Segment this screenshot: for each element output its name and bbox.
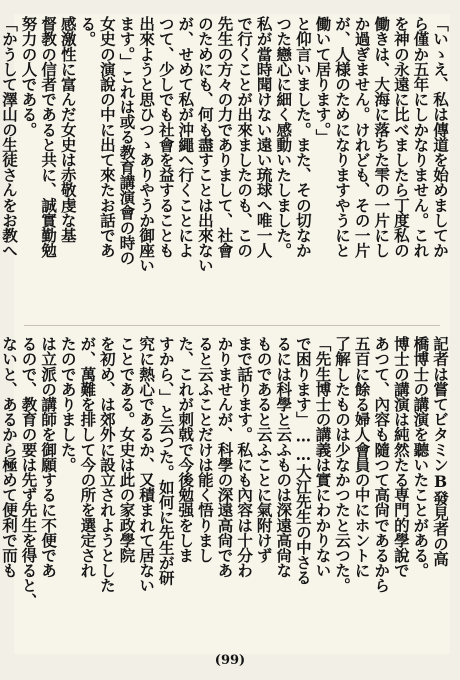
text-line: 「先生博士の講義は實にわかりない	[313, 336, 333, 578]
printed-sheet	[0, 14, 450, 654]
text-line: ると云ふことだけは能く悟りまし	[195, 336, 215, 563]
text-line: ものであると云ふことに氣附けず	[254, 336, 274, 563]
text-line: 出來ようと思ひつゝありやうか御座い	[137, 16, 157, 273]
text-line: 究に熱心であるか、又積まれて居ない	[137, 336, 157, 593]
text-line: 督教の信者であると共に、誠實勤勉	[39, 16, 59, 258]
text-line: と仰言いました。また、その切なか	[293, 16, 313, 258]
text-line: まで話ります。私にも內容は十分わ	[235, 336, 255, 578]
text-line: か過ぎません。けれども、その一片	[352, 16, 372, 258]
text-line: た、これが刺戟で今後勉强をしま	[176, 336, 196, 563]
text-line: たのでありました。	[58, 336, 78, 472]
text-line: つた戀心に細く感動いたしました。	[274, 16, 294, 258]
text-line: ことである。女史は此の家政學院	[117, 336, 137, 563]
bottom-text-column	[0, 336, 450, 648]
text-line: 「かうして澤山の生徒さんをお教へ	[0, 16, 19, 258]
text-line: 「いゝえ、私は傳道を始めましてか	[431, 16, 450, 258]
text-line: が、萬難を排して今の所を選定され	[78, 336, 98, 578]
text-line: のためにも、何も盡すことは出來ない	[195, 16, 215, 273]
text-line: 記者は嘗てビタミンB發見者の高	[431, 336, 450, 567]
text-line: 了解したものは少なかつたと云つた。	[333, 336, 353, 593]
text-line: は立派の講師を御願するに不便であ	[39, 336, 59, 578]
column-divider	[24, 325, 440, 326]
text-line: 橋博士の講演を聽いたことがある。	[411, 336, 431, 578]
text-line: る。	[78, 16, 98, 47]
text-line: 私が當時聞けない遠い琉球へ唯一人	[254, 16, 274, 258]
text-line: あつて、內容も隨つて高尙であるから	[372, 336, 392, 593]
text-line: ます。」これは或る教育講演會の時の	[117, 16, 137, 265]
top-text-column	[0, 16, 450, 318]
text-line: 博士の講演は純然たる専門的學說で	[391, 336, 411, 578]
text-line: るには科學と云ふものは深遠高尙な	[274, 336, 294, 578]
text-line: すから、」と云つた。如何に先生が研	[156, 336, 176, 585]
text-line: ら僅か五年にしかなりません。これ	[411, 16, 431, 258]
text-line: 感激性に富んだ女史は赤敬虔な基	[58, 16, 78, 243]
text-line: るので、教育の要は先ず先生を得ると、	[19, 336, 39, 608]
text-line: つて、少しでも社會を益することも	[156, 16, 176, 258]
text-line: が、人様のためになりますやうにと	[333, 16, 353, 258]
text-line: で困ります」……大江先生の中さる	[293, 336, 313, 585]
text-line: 五百に餘る婦人會員の中にホントに	[352, 336, 372, 578]
text-line: で行くことが出來ましたのも、この	[235, 16, 255, 258]
text-line: が、せめて私が沖繩へ行くことによ	[176, 16, 196, 258]
text-line: を初め、は郊外に設立されようとした	[97, 336, 117, 593]
text-line: ないと、あるから極めて便利で而も	[0, 336, 19, 578]
text-line: 働いて居ります。」	[313, 16, 333, 145]
page-number: (99)	[214, 653, 246, 668]
text-line: 努力の人である。	[19, 16, 39, 137]
text-line: を神の永遠に比べましたら丁度私の	[391, 16, 411, 258]
text-line: 先生の方々の力でありまして、社會	[215, 16, 235, 258]
text-line: 働きは、大海に落ちた雫の一片にし	[372, 16, 392, 258]
text-line: 女史の演說の中に出て來たお話であ	[97, 16, 117, 258]
text-line: かりませんが、科學の深遠高尙であ	[215, 336, 235, 578]
